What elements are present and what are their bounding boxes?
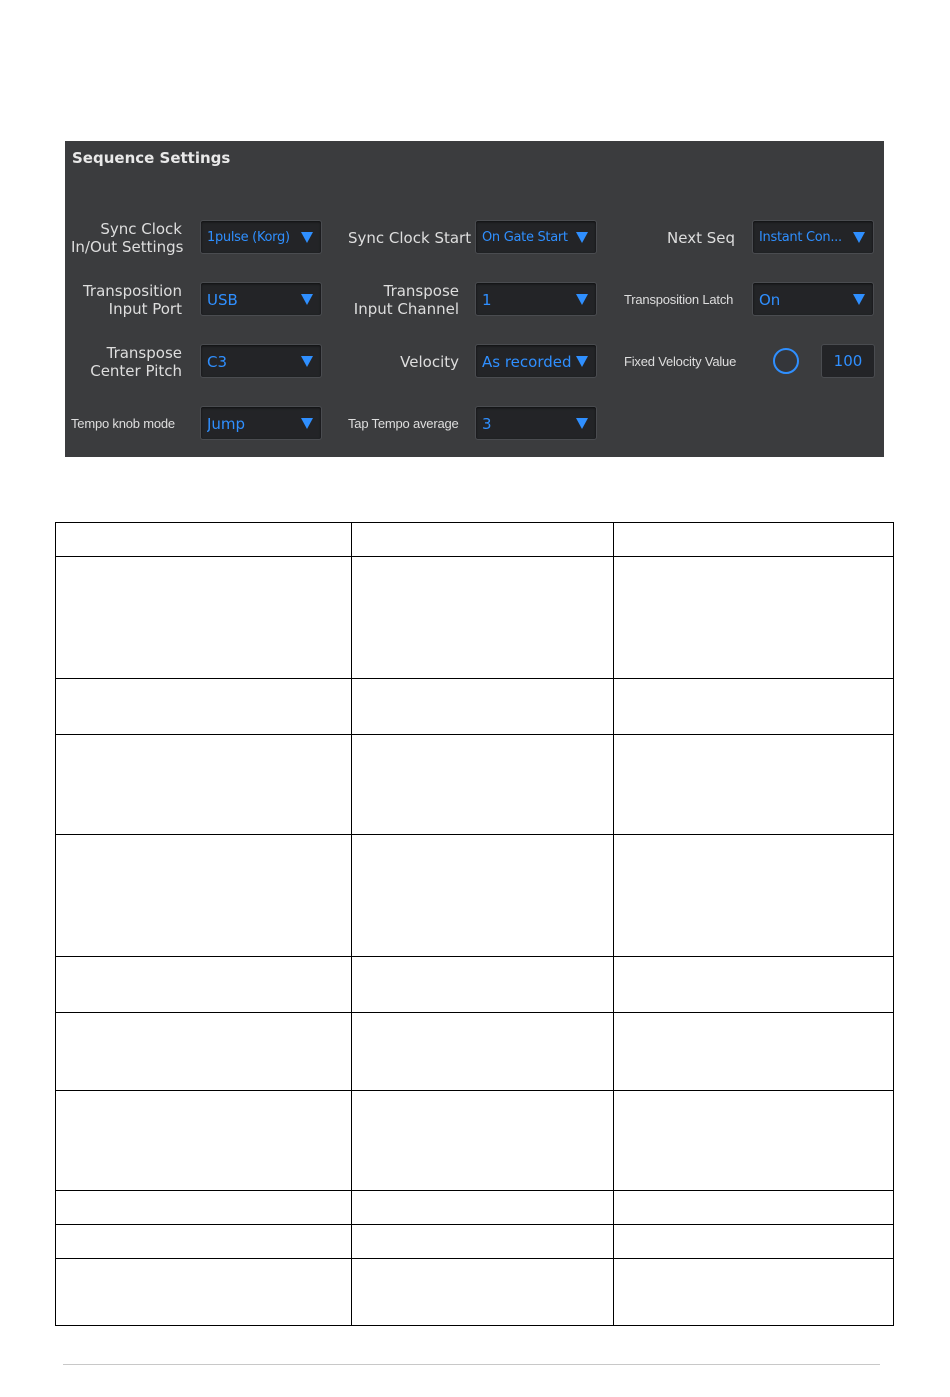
table-header-cell <box>56 523 352 557</box>
table-cell <box>351 735 614 835</box>
tempo-knob-mode-label: Tempo knob mode <box>71 416 175 431</box>
footer-divider <box>63 1364 880 1365</box>
table-cell <box>614 1259 894 1326</box>
transpose-center-pitch-label-line1: Transpose <box>106 344 182 362</box>
table-cell <box>351 1259 614 1326</box>
table-cell <box>614 679 894 735</box>
transposition-input-port-label-line1: Transposition <box>82 282 182 300</box>
transpose-center-pitch-value: C3 <box>207 353 228 371</box>
table-row <box>56 1225 894 1259</box>
table-row <box>56 1191 894 1225</box>
sync-clock-start-dropdown[interactable] <box>475 220 597 254</box>
fixed-velocity-value-label: Fixed Velocity Value <box>624 354 737 369</box>
table-cell <box>351 1191 614 1225</box>
transposition-latch-dropdown[interactable] <box>752 282 874 316</box>
dropdown-arrow-icon <box>576 294 588 305</box>
sync-clock-value: 1pulse (Korg) <box>207 230 290 245</box>
table-cell <box>614 1013 894 1091</box>
table-row <box>56 1259 894 1326</box>
table-cell <box>351 1013 614 1091</box>
transpose-input-channel-label <box>335 282 459 318</box>
dropdown-arrow-icon <box>853 294 865 305</box>
table-cell <box>56 957 352 1013</box>
table-cell <box>56 557 352 679</box>
transpose-input-channel-label-line1: Transpose <box>383 282 459 300</box>
dropdown-arrow-icon <box>853 232 865 243</box>
tap-tempo-average-value: 3 <box>482 415 492 433</box>
transposition-input-port-value: USB <box>207 291 238 309</box>
transposition-latch-label: Transposition Latch <box>624 292 734 307</box>
dropdown-arrow-icon <box>576 356 588 367</box>
table-cell <box>614 1191 894 1225</box>
table-cell <box>614 1091 894 1191</box>
transposition-input-port-label <box>71 282 182 318</box>
dropdown-arrow-icon <box>576 232 588 243</box>
table-cell <box>614 735 894 835</box>
tempo-knob-mode-value: Jump <box>207 415 246 433</box>
table-cell <box>614 1225 894 1259</box>
transposition-latch-value: On <box>759 291 781 309</box>
sync-clock-dropdown[interactable] <box>200 220 322 254</box>
dropdown-arrow-icon <box>301 294 313 305</box>
sync-clock-start-value: On Gate Start <box>482 230 568 245</box>
table-header-row <box>56 523 894 557</box>
transpose-input-channel-label-line2: Input Channel <box>353 300 459 318</box>
table-row <box>56 835 894 957</box>
fixed-velocity-value-field[interactable]: 100 <box>821 344 875 378</box>
table-cell <box>351 557 614 679</box>
tap-tempo-average-label: Tap Tempo average <box>348 416 459 431</box>
table-cell <box>614 835 894 957</box>
dropdown-arrow-icon <box>301 356 313 367</box>
table-cell <box>56 1013 352 1091</box>
table-row <box>56 557 894 679</box>
transpose-input-channel-value: 1 <box>482 291 492 309</box>
table-row <box>56 735 894 835</box>
next-seq-dropdown[interactable] <box>752 220 874 254</box>
next-seq-label: Next Seq <box>667 229 735 247</box>
velocity-dropdown[interactable] <box>475 344 597 378</box>
table-row <box>56 1091 894 1191</box>
transpose-center-pitch-label <box>71 344 182 380</box>
table-cell <box>56 1091 352 1191</box>
transpose-input-channel-dropdown[interactable] <box>475 282 597 316</box>
table-cell <box>56 1191 352 1225</box>
panel-title: Sequence Settings <box>72 149 231 167</box>
transposition-input-port-dropdown[interactable] <box>200 282 322 316</box>
velocity-label: Velocity <box>400 353 459 371</box>
table-cell <box>56 1259 352 1326</box>
table-cell <box>351 1091 614 1191</box>
transposition-input-port-label-line2: Input Port <box>108 300 182 318</box>
dropdown-arrow-icon <box>301 418 313 429</box>
sync-clock-label-line2: In/Out Settings <box>71 238 184 256</box>
tempo-knob-mode-dropdown[interactable] <box>200 406 322 440</box>
sync-clock-label <box>71 220 182 256</box>
table-row <box>56 957 894 1013</box>
velocity-value: As recorded <box>482 353 572 371</box>
transpose-center-pitch-dropdown[interactable] <box>200 344 322 378</box>
table-cell <box>56 735 352 835</box>
table-cell <box>351 679 614 735</box>
dropdown-arrow-icon <box>576 418 588 429</box>
table-cell <box>56 1225 352 1259</box>
table-cell <box>56 679 352 735</box>
table-cell <box>351 835 614 957</box>
sync-clock-start-label: Sync Clock Start <box>348 229 472 247</box>
transpose-center-pitch-label-line2: Center Pitch <box>90 362 182 380</box>
table-cell <box>351 1225 614 1259</box>
sequence-settings-panel <box>65 141 884 457</box>
table-row <box>56 679 894 735</box>
parameters-table <box>55 522 894 1326</box>
table-cell <box>351 957 614 1013</box>
velocity-knob-icon[interactable] <box>773 348 799 374</box>
table-header-cell <box>614 523 894 557</box>
table-header-cell <box>351 523 614 557</box>
table-cell <box>614 957 894 1013</box>
table-cell <box>56 835 352 957</box>
next-seq-value: Instant Con... <box>759 230 842 245</box>
table-row <box>56 1013 894 1091</box>
tap-tempo-average-dropdown[interactable] <box>475 406 597 440</box>
table-cell <box>614 557 894 679</box>
sync-clock-label-line1: Sync Clock <box>100 220 182 238</box>
dropdown-arrow-icon <box>301 232 313 243</box>
